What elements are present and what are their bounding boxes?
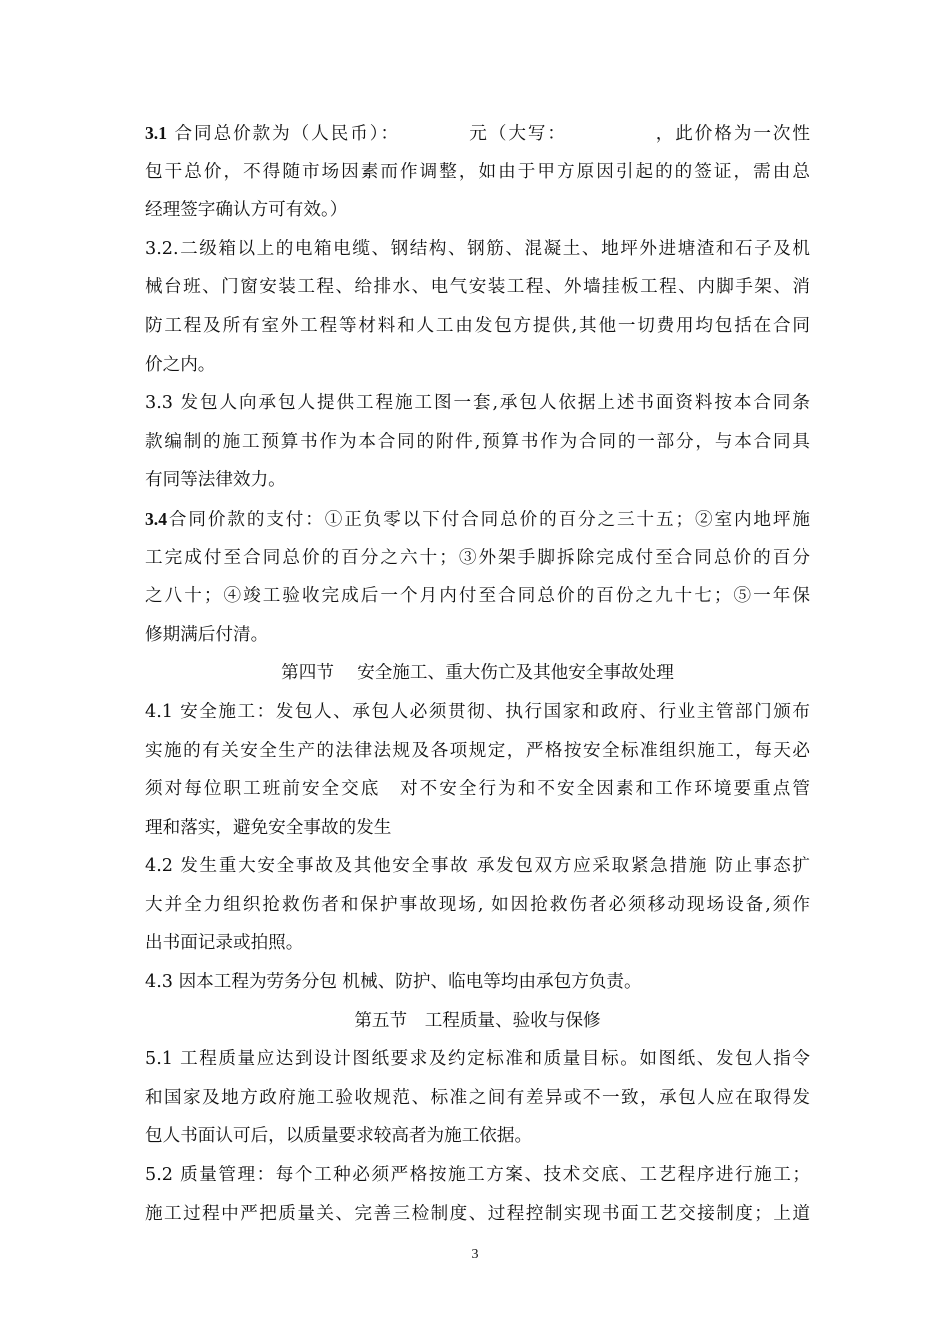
paragraph-4-2-line-3: 出书面记录或拍照。 [145, 933, 304, 954]
paragraph-5-1-line-3: 包人书面认可后，以质量要求较高者为施工依据。 [145, 1126, 533, 1147]
paragraph-4-1-line-2: 实施的有关安全生产的法律法规及各项规定，严格按安全标准组织施工，每天必 [145, 740, 810, 761]
paragraph-3-4-line-2: 工完成付至合同总价的百分之六十；③外架手脚拆除完成付至合同总价的百分 [145, 547, 810, 568]
paragraph-3-2-line-1: 3.2.二级箱以上的电箱电缆、钢结构、钢筋、混凝土、地坪外进塘渣和石子及机 [145, 238, 810, 259]
paragraph-4-1-line-1: 4.1 安全施工：发包人、承包人必须贯彻、执行国家和政府、行业主管部门颁布 [145, 701, 810, 722]
paragraph-3-4-line-4: 修期满后付清。 [145, 624, 269, 645]
paragraph-3-1-line-1 [145, 114, 810, 153]
paragraph-3-1-line-3: 经理签字确认方可有效。） [145, 200, 348, 221]
paragraph-3-2-line-2: 械台班、门窗安装工程、给排水、电气安装工程、外墙挂板工程、内脚手架、消 [145, 277, 810, 298]
clause-number-3-1: 3.1 [145, 123, 167, 143]
paragraph-5-1-line-1: 5.1 工程质量应达到设计图纸要求及约定标准和质量目标。如图纸、发包人指令 [145, 1049, 810, 1070]
paragraph-4-1-line-3: 须对每位职工班前安全交底 对不安全行为和不安全因素和工作环境要重点管 [145, 779, 810, 800]
paragraph-3-4-line-3: 之八十；④竣工验收完成后一个月内付至合同总价的百份之九十七；⑤一年保 [145, 586, 810, 607]
clause-3-1-text: 合同总价款为（人民币）： 元（大写： ，此价格为一次性 [167, 124, 810, 144]
paragraph-3-1-line-2: 包干总价，不得随市场因素而作调整，如由于甲方原因引起的的签证，需由总 [145, 161, 810, 182]
page-number: 3 [471, 1247, 479, 1262]
paragraph-4-3-line-1: 4.3 因本工程为劳务分包 机械、防护、临电等均由承包方负责。 [145, 972, 642, 993]
paragraph-4-2-line-1: 4.2 发生重大安全事故及其他安全事故 承发包双方应采取紧急措施 防止事态扩 [145, 856, 810, 877]
paragraph-3-3-line-3: 有同等法律效力。 [145, 470, 286, 491]
clause-3-4-text: 合同价款的支付：①正负零以下付合同总价的百分之三十五；②室内地坪施 [167, 509, 810, 530]
paragraph-3-3-line-2: 款编制的施工预算书作为本合同的附件,预算书作为合同的一部分，与本合同具 [145, 431, 810, 452]
paragraph-3-3-line-1: 3.3 发包人向承包人提供工程施工图一套,承包人依据上述书面资料按本合同条 [145, 393, 810, 414]
paragraph-3-2-line-3: 防工程及所有室外工程等材料和人工由发包方提供,其他一切费用均包括在合同 [145, 315, 810, 336]
paragraph-3-4-line-1 [145, 500, 810, 539]
paragraph-4-1-line-4: 理和落实，避免安全事故的发生 [145, 817, 392, 838]
paragraph-5-2-line-2: 施工过程中严把质量关、完善三检制度、过程控制实现书面工艺交接制度；上道 [145, 1203, 810, 1224]
section-heading-4: 第四节 安全施工、重大伤亡及其他安全事故处理 [281, 663, 674, 684]
document-body [145, 114, 810, 1233]
clause-number-3-4: 3.4 [145, 508, 167, 529]
paragraph-3-2-line-4: 价之内。 [145, 354, 216, 375]
paragraph-5-2-line-1: 5.2 质量管理：每个工种必须严格按施工方案、技术交底、工艺程序进行施工； [145, 1165, 810, 1186]
paragraph-4-2-line-2: 大并全力组织抢救伤者和保护事故现场, 如因抢救伤者必须移动现场设备,须作 [145, 894, 810, 915]
paragraph-5-1-line-2: 和国家及地方政府施工验收规范、标准之间有差异或不一致，承包人应在取得发 [145, 1087, 810, 1108]
section-heading-5: 第五节 工程质量、验收与保修 [354, 1010, 601, 1031]
